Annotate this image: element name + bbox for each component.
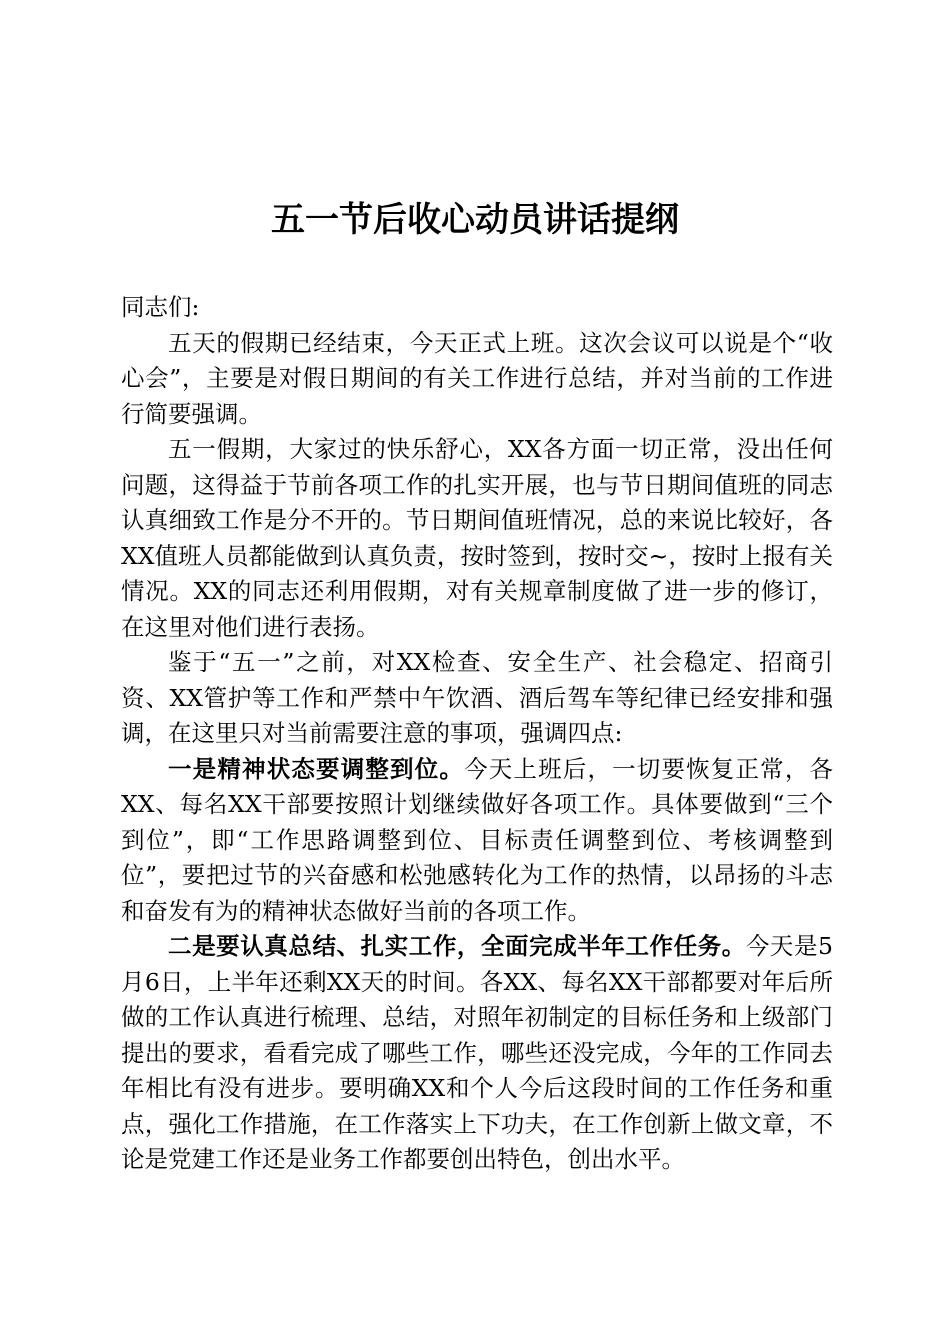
paragraph-1 bbox=[121, 326, 833, 433]
paragraph-text: 鉴于“五一”之前，对XX检查、安全生产、社会稳定、招商引资、XX管护等工作和严禁中午饮酒、酒后驾车等纪律已经安排和强调，在这里只对当前需要注意的事项，强调四点: bbox=[121, 648, 833, 747]
paragraph-5 bbox=[121, 929, 833, 1178]
paragraph-text: 五天的假期已经结束，今天正式上班。这次会议可以说是个“收心会”，主要是对假日期间的有关工作进行总结，并对当前的工作进行简要强调。 bbox=[121, 328, 833, 428]
paragraph-lead-bold: 二是要认真总结、扎实工作，全面完成半年工作任务。 bbox=[168, 932, 746, 960]
paragraph-text: 今天是5月6日，上半年还剩XX天的时间。各XX、每名XX干部都要对年后所做的工作认真进行梳理、总结，对照年初制定的目标任务和上级部门提出的要求，看看完成了哪些工作，哪些还没完成，今年的工作同去年相比有没有进步。要明确XX和个人今后这段时间的工作任务和重点，强化工作措施，在工作落实上下功夫，在工作创新上做文章，不论是党建工作还是业务工作都要创出特色，创出水平。 bbox=[121, 932, 834, 1173]
document-title: 五一节后收心动员讲话提纲 bbox=[271, 200, 679, 240]
paragraph-text: 今天上班后，一切要恢复正常，各XX、每名XX干部要按照计划继续做好各项工作。具体要做到“三个到位”，即“工作思路调整到位、目标责任调整到位、考核调整到位”，要把过节的兴奋感和松弛感转化为工作的热情，以昂扬的斗志和奋发有为的精神状态做好当前的各项工作。 bbox=[121, 754, 834, 925]
salutation: 同志们: bbox=[121, 293, 200, 321]
paragraph-2 bbox=[121, 432, 833, 645]
document-body bbox=[121, 290, 833, 1178]
paragraph-4 bbox=[121, 752, 833, 930]
paragraph-text: 五一假期，大家过的快乐舒心，XX各方面一切正常，没出任何问题，这得益于节前各项工作的扎实开展，也与节日期间值班的同志认真细致工作是分不开的。节日期间值班情况，总的来说比较好，各XX值班人员都能做到认真负责，按时签到，按时交~，按时上报有关情况。XX的同志还利用假期，对有关规章制度做了进一步的修订，在这里对他们进行表扬。 bbox=[121, 435, 833, 641]
paragraph-lead-bold: 一是精神状态要调整到位。 bbox=[168, 754, 465, 783]
paragraph-3 bbox=[121, 645, 833, 752]
